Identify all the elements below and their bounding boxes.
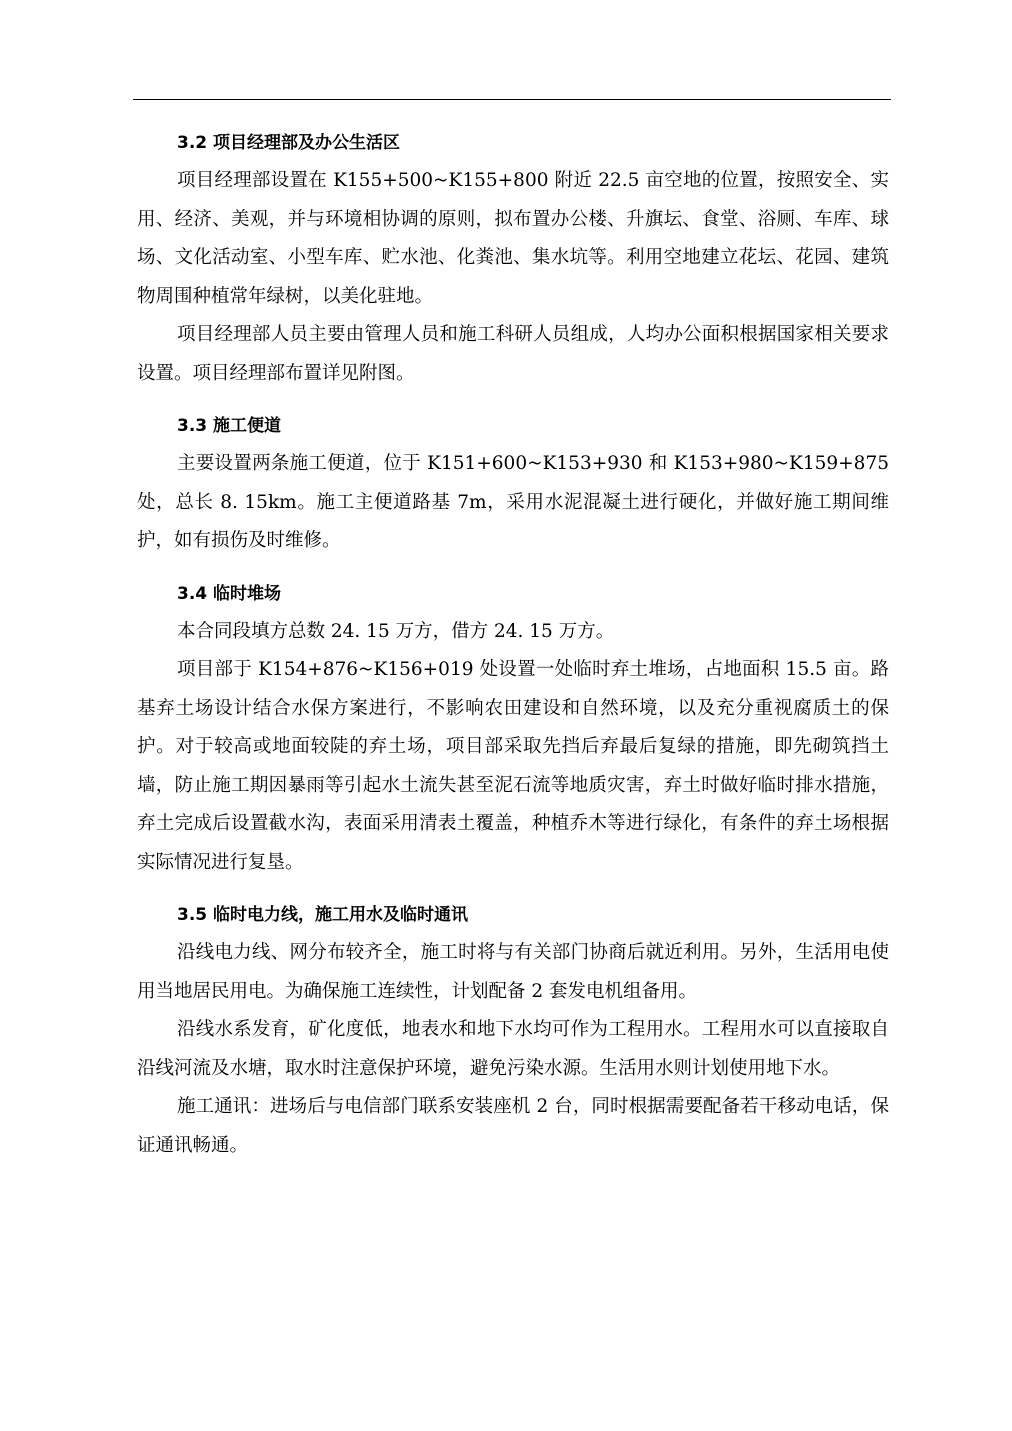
paragraph: 本合同段填方总数 24. 15 万方，借方 24. 15 万方。 (177, 620, 615, 642)
section-3-2 (137, 124, 889, 393)
section-3-3 (137, 407, 889, 561)
paragraph: 沿线电力线、网分布较齐全，施工时将与有关部门协商后就近利用。另外，生活用电使用当地居民用电。为确保施工连续性，计划配备 2 套发电机组备用。 (137, 942, 889, 1002)
section-heading: 3.2 项目经理部及办公生活区 (177, 133, 401, 153)
section-3-4 (137, 575, 889, 883)
paragraph: 沿线水系发育，矿化度低，地表水和地下水均可作为工程用水。工程用水可以直接取自沿线河流及水塘，取水时注意保护环境，避免污染水源。生活用水则计划使用地下水。 (137, 1019, 889, 1079)
section-heading: 3.3 施工便道 (177, 416, 282, 436)
section-heading: 3.5 临时电力线，施工用水及临时通讯 (177, 905, 469, 925)
section-3-5 (137, 896, 889, 1165)
paragraph: 项目经理部设置在 K155+500~K155+800 附近 22.5 亩空地的位置，按照安全、实用、经济、美观，并与环境相协调的原则，拟布置办公楼、升旗坛、食堂、浴厕、车库、球场、文化活动室、小型车库、贮水池、化粪池、集水坑等。利用空地建立花坛、花园、建筑物周围种植常年绿树，以美化驻地。 (137, 170, 889, 307)
paragraph: 项目经理部人员主要由管理人员和施工科研人员组成，人均办公面积根据国家相关要求设置。项目经理部布置详见附图。 (137, 324, 889, 384)
paragraph: 施工通讯：进场后与电信部门联系安装座机 2 台，同时根据需要配备若干移动电话，保证通讯畅通。 (137, 1096, 889, 1156)
header-rule (133, 99, 891, 100)
section-heading: 3.4 临时堆场 (177, 583, 282, 604)
document-body (137, 124, 889, 1165)
paragraph: 项目部于 K154+876~K156+019 处设置一处临时弃土堆场，占地面积 15.5 亩。路基弃土场设计结合水保方案进行，不影响农田建设和自然环境，以及充分重视腐质土的保护。对于较高或地面较陡的弃土场，项目部采取先挡后弃最后复绿的措施，即先砌筑挡土墙，防止施工期因暴雨等引起水土流失甚至泥石流等地质灾害，弃土时做好临时排水措施，弃土完成后设置截水沟，表面采用清表土覆盖，种植乔木等进行绿化，有条件的弃土场根据实际情况进行复垦。 (137, 659, 889, 873)
paragraph: 主要设置两条施工便道，位于 K151+600~K153+930 和 K153+980~K159+875 处，总长 8. 15km。施工主便道路基 7m，采用水泥混凝土进行硬化，并做好施工期间维护，如有损伤及时维修。 (137, 453, 889, 551)
